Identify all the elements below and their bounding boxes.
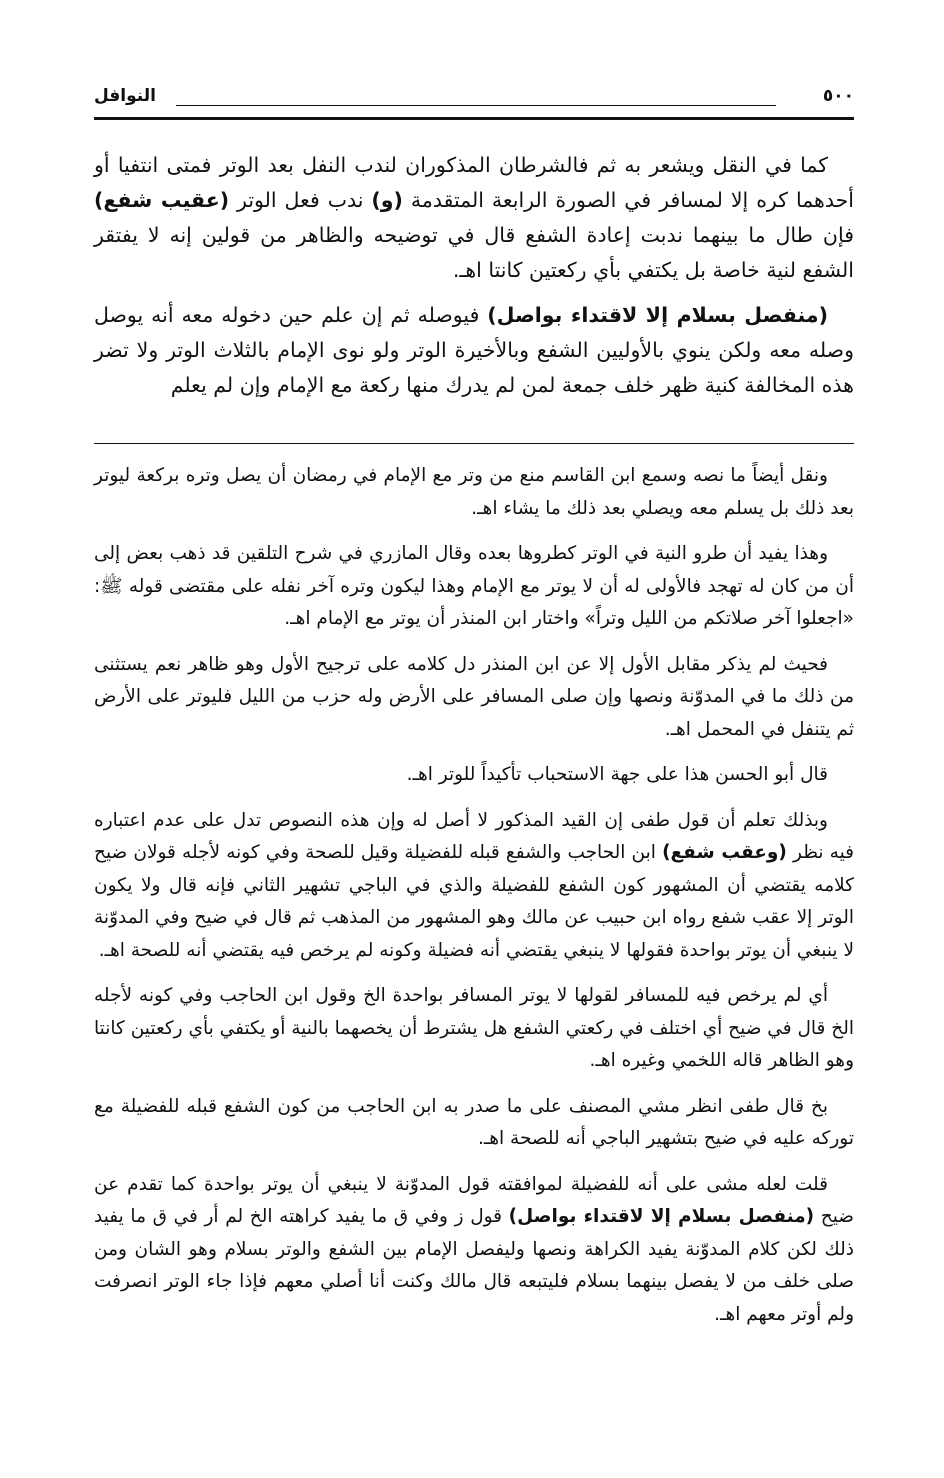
section-title: النوافل — [94, 86, 156, 106]
bold-run: (وعقب شفع) — [662, 842, 787, 863]
text-run: فإن طال ما بينهما ندبت إعادة الشفع قال في توضيحه والظاهر من قولين إنه لا يفتقر الشفع لنية خاصة بل يكتفي بأي ركعتين كانتا اهـ. — [94, 223, 854, 282]
text-run: وهذا يفيد أن طرو النية في الوتر كطروها بعده وقال المازري في شرح التلقين قد ذهب بعض إلى أن من كان له تهجد فالأولى له أن لا يوتر مع الإمام وهذا ليكون وتره آخر نفله على مقتضى قوله ﷺ: «اجعلوا آخر صلاتكم من الليل وتراً» واختار ابن المنذر أن يوتر مع الإمام اهـ. — [94, 543, 854, 629]
text-run: وبذلك تعلم أن قول طفى إن القيد المذكور لا أصل له وإن هذه النصوص تدل على عدم اعتباره فيه نظر — [94, 809, 854, 863]
header-rule-thick — [94, 117, 854, 120]
text-run: كما في النقل ويشعر به ثم فالشرطان المذكوران لندب النفل بعد الوتر فمتى انتفيا أو أحدهما كره إلا لمسافر في الصورة الرابعة المتقدمة — [94, 153, 854, 212]
footnote-paragraph — [94, 1091, 854, 1156]
footnotes — [94, 460, 854, 1344]
header-rule-thin — [176, 105, 776, 106]
bold-run: (عقيب شفع) — [94, 188, 230, 212]
footnote-paragraph — [94, 1169, 854, 1332]
footnote-paragraph — [94, 805, 854, 968]
text-run: قال أبو الحسن هذا على جهة الاستحباب تأكيداً للوتر اهـ. — [406, 764, 828, 785]
text-run: أي لم يرخص فيه للمسافر لقولها لا يوتر المسافر بواحدة الخ وقول ابن الحاجب وفي كونه لأجله الخ قال في ضيح أي اختلف في ركعتي الشفع هل يشترط أن يخصهما بالنية أو يكتفي بأي ركعتين كانتا وهو الظاهر قاله اللخمي وغيره اهـ. — [94, 985, 854, 1071]
footnote-paragraph — [94, 649, 854, 747]
page-number: ٥٠٠ — [822, 86, 854, 106]
text-run: ندب فعل الوتر — [229, 188, 372, 212]
main-paragraph — [94, 298, 854, 403]
footnote-separator — [94, 443, 854, 444]
text-run: فحيث لم يذكر مقابل الأول إلا عن ابن المنذر دل كلامه على ترجيح الأول وهو ظاهر نعم يستثنى من ذلك ما في المدوّنة ونصها وإن صلى المسافر على الأرض وله حزب من الليل فليوتر على الأرض ثم يتنفل في المحمل اهـ. — [94, 653, 854, 740]
text-run: ابن الحاجب والشفع قبله للفضيلة وقيل للصحة وفي كونه لأجله قولان ضيح كلامه يقتضي أن المشهور كون الشفع للفضيلة والذي في الباجي تشهير الثاني فإنه قال ولا يكون الوتر إلا عقب شفع رواه ابن حبيب عن مالك وهو المشهور من المذهب ثم قال في ضيح وفي المدوّنة لا ينبغي أن يوتر بواحدة فقولها لا ينبغي يقتضي أنه فضيلة وكونه لم يرخص فيه يقتضي أنه للصحة اهـ. — [94, 842, 854, 961]
bold-run: (منفصل بسلام إلا لاقتداء بواصل) — [508, 1206, 815, 1227]
text-run: بخ قال طفى انظر مشي المصنف على ما صدر به ابن الحاجب من كون الشفع قبله للفضيلة مع توركه عليه في ضيح بتشهير الباجي أنه للصحة اهـ. — [94, 1095, 854, 1149]
text-run: قلت لعله مشى على أنه للفضيلة لموافقته قول المدوّنة لا ينبغي أن يوتر بواحدة كما تقدم عن ضيح — [94, 1173, 854, 1227]
footnote-paragraph — [94, 460, 854, 525]
bold-run: (منفصل بسلام إلا لاقتداء بواصل) — [487, 303, 828, 327]
text-run: ونقل أيضاً ما نصه وسمع ابن القاسم منع من وتر مع الإمام في رمضان أن يصل وتره بركعة ليوتر بعد ذلك بل يسلم معه ويصلي بعد ذلك ما يشاء اهـ. — [94, 465, 854, 519]
main-paragraph — [94, 148, 854, 288]
footnote-paragraph — [94, 538, 854, 636]
main-text — [94, 148, 854, 413]
bold-run: (و) — [371, 188, 403, 212]
page-header — [94, 86, 854, 116]
footnote-paragraph — [94, 980, 854, 1078]
text-run: قول ز وفي ق ما يفيد كراهته الخ لم أر في ق ما يفيد ذلك لكن كلام المدوّنة يفيد الكراهة ونصها وليفصل الإمام بين الشفع والوتر بسلام وهو الشان ومن صلى خلف من لا يفصل بينهما بسلام فليتبعه قال مالك وكنت أنا أصلي معهم فإذا جاء الوتر انصرفت ولم أوتر معهم اهـ. — [94, 1206, 854, 1325]
text-run: فيوصله ثم إن علم حين دخوله معه أنه يوصل وصله معه ولكن ينوي بالأوليين الشفع وبالأخيرة الوتر ولو نوى الإمام بالثلاث الوتر ولا تضر هذه المخالفة كنية ظهر خلف جمعة لمن لم يدرك منها ركعة مع الإمام وإن لم يعلم — [94, 303, 854, 397]
footnote-paragraph — [94, 759, 854, 792]
